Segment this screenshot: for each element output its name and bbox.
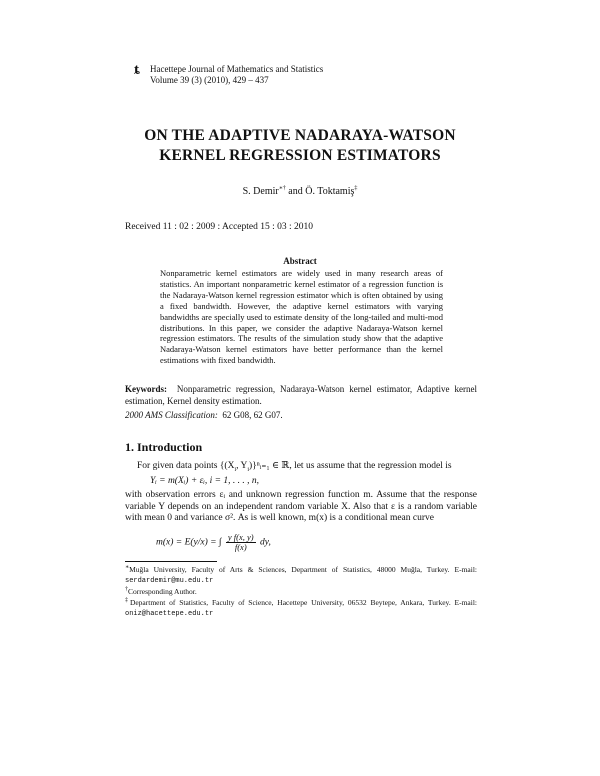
abstract-heading: Abstract [283,256,317,266]
paper-title-line-1: ON THE ADAPTIVE NADARAYA-WATSON [144,127,456,144]
footnote-2-mark: † [125,586,128,593]
author-1-marks: ∗† [278,185,286,192]
journal-volume: Volume 39 (3) (2010), 429 – 437 [150,75,269,85]
equation-regression-model: Yᵢ = m(Xᵢ) + εᵢ, i = 1, . . . , n, [150,476,260,486]
intro-paragraph-1: For given data points {($X_i$, $Y_i)\}^nᵢ_{=1}$ ∈ ℝ, let us assume that the regression model is [137,461,452,473]
journal-name: Hacettepe Journal of Mathematics and Statistics [150,64,324,74]
author-1-name: S. Demir [242,186,279,197]
footnote-1 [125,565,477,586]
ams-codes: 62 G08, 62 G07. [222,410,283,420]
footnote-3-mark: ‡ [125,597,130,604]
intro-paragraph-2: with observation errors εᵢ and unknown regression function m. Assume that the response variable Y depends on an independent random variable X. Also that ε is a random variable with mean 0 and variance σ². As is well known, m(x) is a conditional mean curve [125,490,477,524]
keywords-label: Keywords: [125,384,167,394]
footnote-3-email-label: E-mail: [454,598,478,607]
intro-p1-end: )}ⁿᵢ₌₁ ∈ ℝ, let us assume that the regression model is [249,461,452,471]
eq2-numerator: y f(x, y) [227,532,254,542]
abstract-text: Nonparametric kernel estimators are widely used in many research areas of statistics. An important nonparametric kernel estimator of a regression function is the Nadaraya-Watson kernel regression estimator which is often obtained by using a fixed bandwidth. However, the adaptive kernel estimators with varying bandwidths are specially used to estimate density of the long-tailed and multi-mod distributions. In this paper, we consider the adaptive Nadaraya-Watson kernel regression estimators. The results of the simulation study show that the adaptive Nadaraya-Watson kernel estimators have better performance than the kernel estimations with fixed bandwidth. [160,268,443,366]
footnote-2-text: Corresponding Author. [128,587,197,596]
footnote-1-text: Muğla University, Faculty of Arts & Sciences, Department of Statistics, 48000 Muğla, Turkey. [129,565,450,574]
footnote-1-mark: ∗ [125,564,130,571]
keywords-text: Nonparametric regression, Nadaraya-Watson kernel estimator, Adaptive kernel estimation, Kernel density estimation. [125,384,477,406]
ams-classification [125,410,283,420]
equation-conditional-mean [156,533,271,552]
authors [0,186,600,197]
received-accepted-dates: Received 11 : 02 : 2009 : Accepted 15 : 03 : 2010 [125,222,314,232]
eq2-right: dy, [260,537,271,548]
ams-label: 2000 AMS Classification: [125,410,218,420]
paper-title-line-2: KERNEL REGRESSION ESTIMATORS [159,147,441,164]
intro-p1-start: For given data points {(X [137,461,235,471]
journal-logo-glyph: ȶ [134,62,140,78]
section-number: 1. [125,440,134,454]
footnote-rule [125,561,217,562]
section-title: Introduction [137,440,203,454]
eq2-fraction [226,533,256,552]
footnote-1-email-label: E-mail: [454,565,477,574]
footnote-3-email[interactable]: oniz@hacettepe.edu.tr [125,609,214,618]
footnote-1-email[interactable]: serdardemir@mu.edu.tr [125,576,214,585]
authors-and: and [288,186,303,197]
keywords [125,384,477,407]
eq2-denominator: f(x) [234,542,247,552]
section-heading [125,440,202,455]
author-2-name: Ö. Toktamiş [305,186,355,197]
author-2-mark: ‡ [354,185,358,192]
footnote-3 [125,598,477,619]
footnote-3-text: Department of Statistics, Faculty of Science, Hacettepe University, 06532 Beytepe, Ankara, Turkey. [129,598,451,607]
eq2-left: m(x) = E(y/x) = ∫ [156,537,222,548]
footnote-2 [125,587,477,597]
